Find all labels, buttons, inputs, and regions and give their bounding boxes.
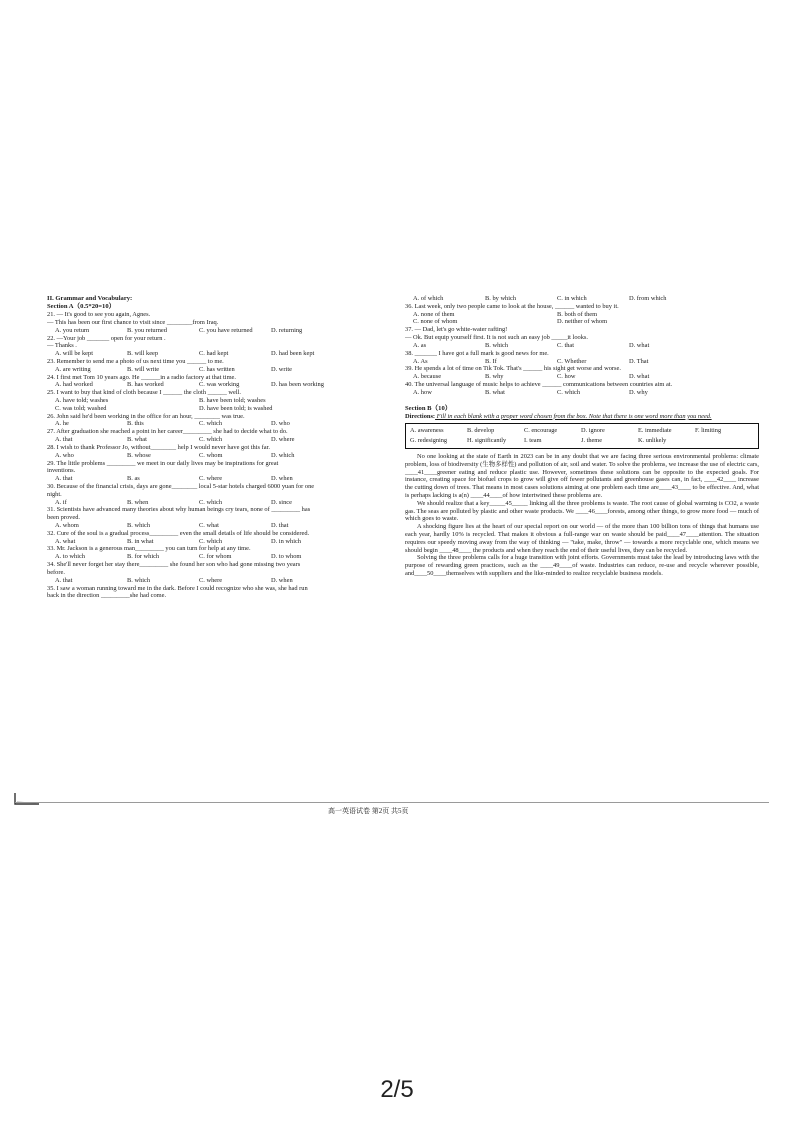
option: C. in which [557, 295, 587, 302]
option: A. to which [55, 553, 85, 561]
option: B. which [485, 341, 509, 349]
option: A. have told; washes [55, 397, 109, 404]
option: B. in what [127, 537, 154, 545]
part-heading: II. Grammar and Vocabulary: [47, 295, 133, 302]
spacer [405, 397, 759, 405]
page-number: 2/5 [380, 1076, 414, 1103]
word-option: I. team [524, 437, 542, 445]
option: A. because [413, 373, 442, 381]
question-26: 26. John said he'd been working in the office for an hour, ________ was true. [47, 412, 245, 420]
option: B. has worked [127, 381, 164, 389]
question-24: 24. I first met Tom 10 years ago. He ______in a radio factory at that time. [47, 373, 236, 381]
option: B. If [485, 357, 497, 365]
option: A. none of them [413, 310, 455, 318]
directions-text: Fill in each blank with a proper word chosen from the box. Note that there is one word more than you need. [435, 412, 712, 420]
option: D. had been kept [271, 350, 315, 358]
option: A. who [55, 451, 74, 459]
options-row [55, 366, 390, 374]
options-row [55, 553, 390, 561]
option: D. what [629, 373, 650, 381]
section-b-heading: Section B（10） [405, 404, 452, 412]
option: D. returning [271, 326, 303, 334]
option: A. if [55, 498, 67, 506]
option: D. what [629, 341, 650, 349]
question-22: 22. —Your job _______ open for your return . [47, 334, 166, 342]
directions [405, 413, 759, 421]
question-22: — Thanks . [47, 342, 77, 350]
option: A. you return [55, 326, 90, 334]
question-30: night. [47, 490, 62, 498]
question-28: 28. I wish to thank Professor Jo, without________ help I would never have got this far. [47, 443, 270, 451]
option: D. who [271, 420, 290, 428]
option: D. where [271, 436, 295, 444]
word-option: J. theme [581, 437, 602, 445]
option: B. have been told; washes [199, 397, 266, 404]
question-35: back in the direction _________she had come. [47, 592, 167, 600]
options-row [55, 522, 390, 530]
option: D. when [271, 576, 293, 584]
option: D. has been working [271, 381, 324, 389]
option: A. that [55, 475, 73, 483]
question-33: 33. Mr. Jackson is a generous man_________ you can turn for help at any time. [47, 545, 251, 553]
right-column [405, 295, 759, 578]
question-27: 27. After graduation she reached a point in her career_________ she had to decide what to do. [47, 428, 288, 436]
word-option: D. ignore [581, 427, 605, 435]
option: C. had kept [199, 350, 229, 358]
options-row [413, 358, 759, 366]
options-row [413, 373, 759, 381]
options-row [55, 350, 390, 358]
option: B. by which [485, 295, 517, 302]
option: B. will write [127, 365, 160, 373]
option: C. Whether [557, 357, 587, 365]
option: C. which [199, 498, 223, 506]
option: C. that [557, 341, 575, 349]
question-39: 39. He spends a lot of time on Tik Tok. That's ______ his sight get worse and worse. [405, 365, 621, 373]
question-21: — This has been our first chance to visit since ________from Iraq. [47, 318, 219, 326]
option: D. write [271, 365, 292, 373]
page-footer: 高一英语试卷 第2页 共5页 [328, 807, 409, 815]
question-37: — Ok. But equip yourself first. It is not such an easy job _____it looks. [405, 334, 589, 342]
question-31: 31. Scientists have advanced many theories about why human beings cry tears, none of _________ has [47, 506, 311, 514]
option: B. both of them [557, 310, 598, 318]
option: C. whom [199, 451, 223, 459]
question-21: 21. — It's good to see you again, Agnes. [47, 311, 151, 319]
option: A. of which [413, 295, 444, 302]
option: A. are writing [55, 365, 91, 373]
options-row [413, 295, 759, 303]
option: C. none of whom [413, 318, 458, 326]
options-row [55, 327, 390, 335]
options-row [55, 499, 390, 507]
word-box-row [410, 426, 754, 436]
passage-paragraph: A shocking figure lies at the heart of our special report on our world — of the more than 100 billion tons of things that humans use each year, hardly 10% is recycled. That makes it obvious a full-range war on waste should be paid____47____attention. The situation requires our speedy moving away from the way of thinking — "take, make, throw" — towards a more recyclable one, which means we should begin ____48____ the products and when they reach the end of their useful lives, they can be recycled. [405, 523, 759, 554]
option: C. where [199, 576, 223, 584]
question-30: 30. Because of the financial crisis, days are gone________ local 5-star hotels charged 6000 yuan for one [47, 482, 315, 490]
option: C. has written [199, 365, 235, 373]
question-29: 29. The little problems _________ we meet in our daily lives may be inspirations for great [47, 459, 279, 467]
option: B. this [127, 420, 144, 428]
option: B. when [127, 498, 149, 506]
word-box [405, 423, 759, 449]
option: C. how [557, 373, 576, 381]
word-option: K. unlikely [638, 437, 667, 445]
option: D. neither of whom [557, 318, 608, 326]
word-option: C. encourage [524, 427, 558, 435]
option: C. was working [199, 381, 240, 389]
option: A. As [413, 357, 428, 365]
options-row [55, 405, 390, 413]
options-row [413, 311, 759, 319]
option: D. in which [271, 537, 301, 545]
question-34: before. [47, 568, 65, 576]
option: B. which [127, 576, 151, 584]
option: C. which [557, 388, 581, 396]
question-37: 37. — Dad, let's go white-water rafting! [405, 326, 508, 334]
question-34: 34. She'll never forget her stay there_________ she found her son who had gone missing two years [47, 561, 301, 569]
word-box-row [410, 436, 754, 446]
question-35: 35. I saw a woman running toward me in the dark. Before I could recognize who she was, she had run [47, 584, 308, 592]
question-38: 38. _______ I have got a full mark is good news for me. [405, 349, 549, 357]
option: B. as [127, 475, 140, 483]
option: B. whose [127, 451, 151, 459]
options-row [413, 389, 759, 397]
options-row [55, 452, 390, 460]
options-row [55, 436, 390, 444]
option: A. that [55, 436, 73, 444]
question-36: 36. Last week, only two people came to look at the house, ______ wanted to buy it. [405, 302, 619, 310]
word-option: A. awareness [410, 427, 444, 435]
passage-paragraph: Solving the three problems calls for a huge transition with joint efforts. Governments must take the lead by introducing laws with the purpose of rewarding green practices, such as the ____49____of waste. Industries can reduce, re-use and recycle wherever possible, and____50____themselves with suppliers and the like-minded to realize recyclable business models. [405, 554, 759, 578]
section-a-heading: Section A（0.5*20=10） [47, 303, 116, 311]
option: A. he [55, 420, 69, 428]
option: C. which [199, 420, 223, 428]
option: B. why [485, 373, 504, 381]
passage-paragraph: No one looking at the state of Earth in 2023 can be in any doubt that we are facing three serious environmental problems: climate problem, loss of biodiversity (生物多样性) and pollution of air, soil and water. To solve the problems, we increase the use of electric cars, ____41____greener eating and reduce plastic use. However, sometimes these solutions can be opposite to the expected goals. For instance, creating space for biofuel crops to grow will give off fewer pollutants and greenhouse gases can, in fact, ____42____ increase the cutting down of trees. That means in most cases solutions aiming at one problem each time are____43____ to be effective. And, what is perhaps lacking is a(n) ____44____of how intertwined these problems are. [405, 452, 759, 499]
option: B. for which [127, 553, 160, 561]
option: D. since [271, 498, 292, 506]
footer-divider [15, 802, 769, 803]
question-31: been proved. [47, 514, 81, 522]
word-option: G. redesigning [410, 437, 448, 445]
option: A. had worked [55, 381, 93, 389]
option: D. which [271, 451, 295, 459]
option: C. you have returned [199, 326, 253, 334]
question-25: 25. I want to buy that kind of cloth because I ______ the cloth ______ well. [47, 389, 241, 397]
option: A. as [413, 341, 427, 349]
word-option: E. immediate [638, 427, 672, 435]
left-column [47, 295, 390, 600]
option: C. what [199, 522, 219, 529]
question-29: inventions. [47, 467, 76, 475]
option: A. that [55, 576, 73, 584]
word-option: H. significantly [467, 437, 507, 445]
option: A. will be kept [55, 350, 93, 358]
options-row [55, 381, 390, 389]
option: D. from which [629, 295, 667, 302]
option: D. have been told; is washed [199, 404, 273, 412]
option: C. was told; washed [55, 404, 107, 412]
option: C. which [199, 436, 223, 444]
options-row [413, 342, 759, 350]
option: D. That [629, 357, 649, 365]
option: C. where [199, 475, 223, 483]
options-row [413, 318, 759, 326]
question-32: 32. Cure of the soul is a gradual process_________ even the small details of life should be considered. [47, 529, 310, 537]
option: D. why [629, 388, 648, 396]
option: B. what [485, 388, 505, 396]
options-row [55, 420, 390, 428]
option: A. how [413, 388, 432, 396]
passage-paragraph: We should realize that a key_____45_____ linking all the three problems is waste. The root cause of global warming is CO2, a waste gas. The seas are polluted by plastic and other waste products. We ____46____forests, among other things, to grow more food — much of which goes to waste. [405, 499, 759, 523]
options-row [55, 538, 390, 546]
option: D. when [271, 475, 293, 483]
word-option: F. limiting [695, 427, 722, 435]
question-23: 23. Remember to send me a photo of us next time you ______ to me. [47, 357, 224, 365]
option: B. will keep [127, 350, 159, 358]
option: C. for whom [199, 553, 232, 561]
option: A. what [55, 537, 76, 545]
directions-label: Directions: [405, 412, 436, 420]
option: C. which [199, 537, 223, 545]
options-row [55, 397, 390, 405]
options-row [55, 475, 390, 483]
option: D. to whom [271, 553, 302, 561]
question-40: 40. The universal language of music helps to achieve ______ communications between countries aim at. [405, 380, 673, 388]
option: B. you returned [127, 326, 167, 334]
option: A. whom [55, 522, 79, 529]
option: B. which [127, 522, 151, 529]
option: B. what [127, 436, 147, 444]
word-option: B. develop [467, 427, 495, 435]
option: D. that [271, 522, 289, 529]
options-row [55, 577, 390, 585]
